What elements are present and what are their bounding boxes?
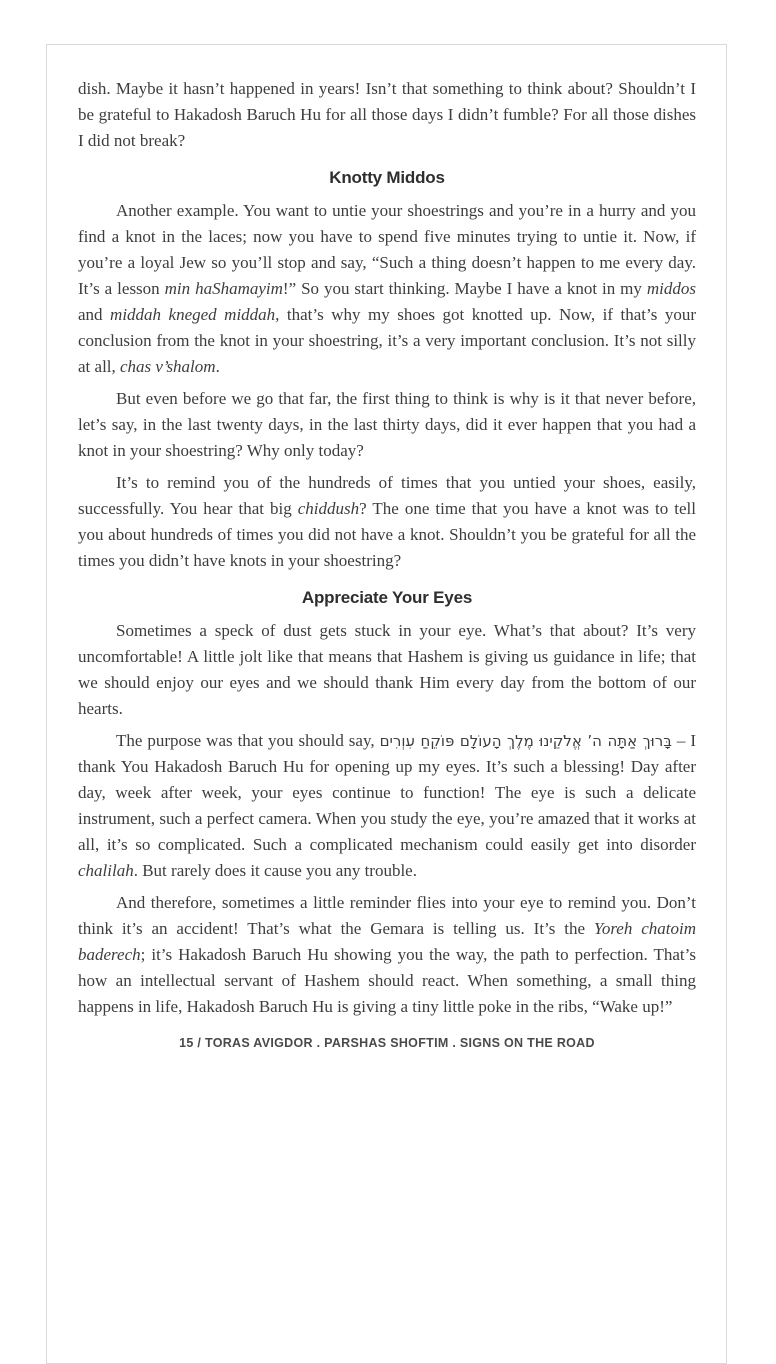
section-heading: Appreciate Your Eyes (301, 588, 473, 607)
text-run: Another example. You want to untie your shoestrings and you’re in a hurry and you find a knot in the laces; now you have to spend five minutes trying to untie it. Now, if you’re a loyal Jew so you’ll stop and say, “Such a thing doesn’t happen to me every day. It’s a lesson (78, 201, 696, 298)
text-run: The purpose was that you should say, (116, 731, 380, 750)
paragraph (78, 890, 696, 1020)
italic-term: Yoreh chatoim baderech (78, 919, 696, 964)
text-run: ? The one time that you have a knot was to tell you about hundreds of times you did not have a knot. Shouldn’t you be grateful for all the times you didn’t have knots in your shoestring? (78, 499, 696, 570)
page-footer: 15 / TORAS AVIGDOR . PARSHAS SHOFTIM . SIGNS ON THE ROAD (179, 1036, 595, 1050)
italic-term: chiddush (297, 499, 360, 518)
italic-term: chas v’shalom (120, 357, 216, 376)
paragraph (78, 618, 696, 722)
paragraph (78, 386, 696, 464)
text-run: – I thank You Hakadosh Baruch Hu for opening up my eyes. It’s such a blessing! Day after day, week after week, your eyes continue to function! The eye is such a delicate instrument, such a perfect camera. When you study the eye, you’re amazed that it works at all, it’s so complicated. Such a complicated mechanism could easily get into disorder (78, 731, 697, 854)
italic-term: chalilah (78, 861, 134, 880)
page-frame (46, 44, 727, 1364)
italic-term: min haShamayim (164, 279, 283, 298)
text-run: Sometimes a speck of dust gets stuck in your eye. What’s that about? It’s very uncomfortable! A little jolt like that means that Hashem is giving us guidance in life; that we should enjoy our eyes and we should thank Him every day from the bottom of our hearts. (78, 621, 696, 718)
text-run: . But rarely does it cause you any trouble. (133, 861, 417, 880)
italic-term: middah kneged middah (110, 305, 276, 324)
document-body (47, 45, 726, 1050)
text-run: But even before we go that far, the first thing to think is why is it that never before, let’s say, in the last twenty days, in the last thirty days, did it ever happen that you had a knot in your shoestring? Why only today? (78, 389, 696, 460)
text-run: and (78, 305, 111, 324)
text-run: ; it’s Hakadosh Baruch Hu showing you the way, the path to perfection. That’s how an intellectual servant of Hashem should react. When something, a small thing happens in life, Hakadosh Baruch Hu is giving a tiny little poke in the ribs, “Wake up!” (78, 945, 696, 1016)
text-run: . (215, 357, 220, 376)
text-run: dish. Maybe it hasn’t happened in years! Isn’t that something to think about? Shouldn’t I be grateful to Hakadosh Baruch Hu for all those days I didn’t fumble? For all those dishes I did not break? (78, 79, 696, 150)
paragraph (78, 470, 696, 574)
paragraph (78, 76, 696, 154)
paragraph (78, 198, 696, 380)
section-heading: Knotty Middos (329, 168, 445, 187)
text-run: , that’s why my shoes got knotted up. Now, if that’s your conclusion from the knot in your shoestring, it’s a very important conclusion. It’s not silly at all, (78, 305, 696, 376)
italic-term: middos (646, 279, 696, 298)
text-run: It’s to remind you of the hundreds of times that you untied your shoes, easily, successfully. You hear that big (78, 473, 696, 518)
text-run: And therefore, sometimes a little reminder flies into your eye to remind you. Don’t think it’s an accident! That’s what the Gemara is telling us. It’s the (78, 893, 696, 938)
text-run: !” So you start thinking. Maybe I have a knot in my (282, 279, 647, 298)
hebrew-phrase: בָּרוּךְ אַתָּה ה’ אֱלֹקֵינוּ מֶלֶךְ הָעוֹלָם פּוֹקֵחַ עִוְרִים (379, 732, 672, 750)
paragraph (78, 728, 696, 884)
